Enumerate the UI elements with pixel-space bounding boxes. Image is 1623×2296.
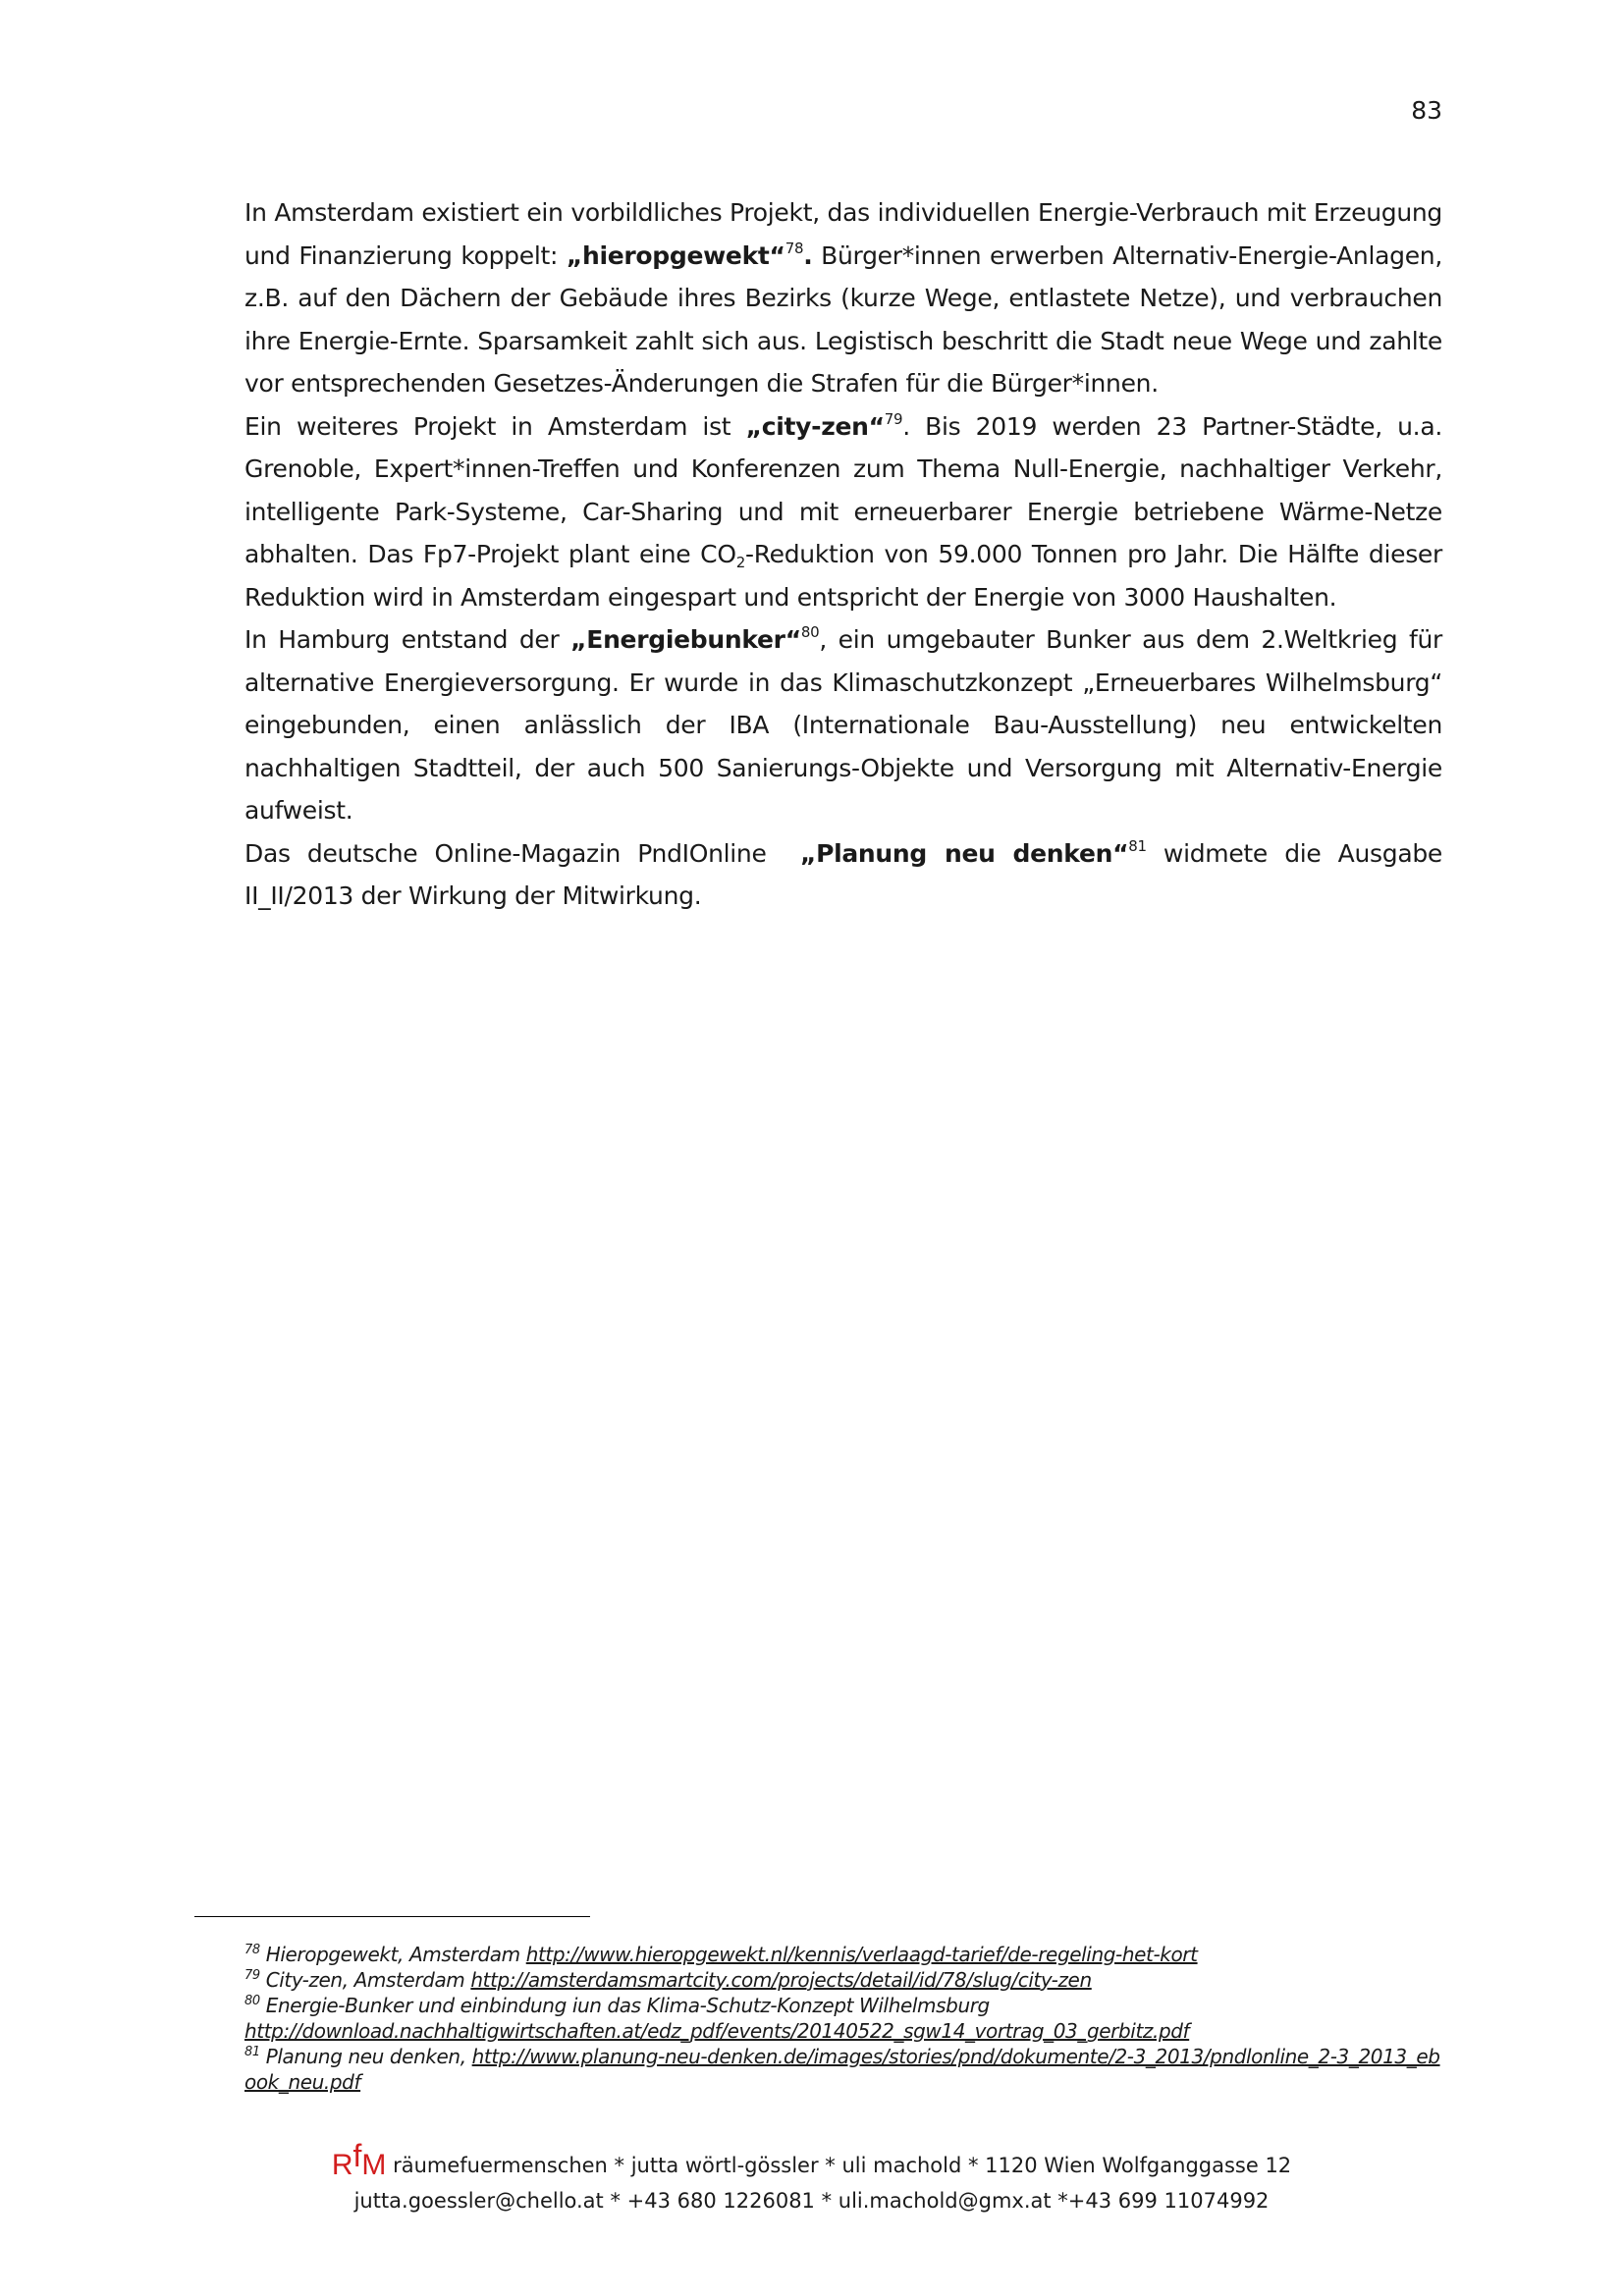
footnote-link-79[interactable]: http://amsterdamsmartcity.com/projects/detail/id/78/slug/city-zen (470, 1968, 1092, 1992)
footnote-81: $^{81}$ Planung neu denken, http://www.planung-neu-denken.de/images/stories/pnd/dokumente/2-3_2013/pndlonline_2-3_2013_ebook_neu.pdf (244, 2045, 1440, 2094)
footnote-link-81[interactable]: http://www.planung-neu-denken.de/images/stories/pnd/dokumente/2-3_2013/pndlonline_2-3_2013_ebook_neu.pdf (244, 2045, 1440, 2094)
footnote-ref-81[interactable]: 81 (1128, 836, 1147, 855)
footnote-80: $^{80}$ Energie-Bunker und einbindung iun das Klima-Schutz-Konzept Wilhelmsburg http://download.nachhaltigwirtschaften.at/edz_pdf/events/20140522_sgw14_vortrag_03_gerbitz.pdf (244, 1994, 1190, 2043)
body-text (244, 191, 1442, 918)
footnote-ref-78[interactable]: 78 (784, 239, 804, 257)
footnote-ref-80[interactable]: 80 (800, 623, 820, 641)
footnote-link-78[interactable]: http://www.hieropgewekt.nl/kennis/verlaagd-tarief/de-regeling-het-kort (525, 1943, 1198, 1966)
paragraph-city-zen: Ein weiteres Projekt in Amsterdam ist „city-zen“$^{79}$. Bis 2019 werden 23 Partner-Städte, u.a. Grenoble, Expert*innen-Treffen und Konferenzen zum Thema Null-Energie, nachhaltiger Verkehr, intelligente Park-Systeme, Car-Sharing und mit erneuerbarer Energie betriebene Wärme-Netze abhalten. Das Fp7-Projekt plant eine $CO_2$-Reduktion von 59.000 Tonnen pro Jahr. Die Hälfte dieser Reduktion wird in Amsterdam eingespart und entspricht der Energie von 3000 Haushalten. (244, 409, 1442, 612)
co2-subscript: 2 (735, 554, 745, 571)
footnotes (244, 1942, 1442, 2095)
term-energiebunker: „Energiebunker“ (570, 625, 801, 654)
term-planung-neu-denken: „Planung neu denken“ (799, 838, 1129, 868)
footer-contact: jutta.goessler@chello.at * +43 680 1226081 * uli.machold@gmx.at *+43 699 11074992 (353, 2189, 1270, 2213)
page-number: 83 (1411, 96, 1442, 125)
paragraph-energiebunker: In Hamburg entstand der „Energiebunker“$^{80}$, ein umgebauter Bunker aus dem 2.Weltkrieg für alternative Energieversorgung. Er wurde in das Klimaschutzkonzept „Erneuerbares Wilhelmsburg“ eingebunden, einen anlässlich der IBA (Internationale Bau-Ausstellung) neu entwickelten nachhaltigen Stadtteil, der auch 500 Sanierungs-Objekte und Versorgung mit Alternativ-Energie aufweist. (244, 623, 1442, 825)
footnote-ref-79[interactable]: 79 (884, 409, 903, 428)
footnote-link-80[interactable]: http://download.nachhaltigwirtschaften.at/edz_pdf/events/20140522_sgw14_vortrag_03_gerbitz.pdf (244, 2019, 1190, 2043)
footer-address (0, 2138, 1623, 2182)
footer-address-text: räumefuermenschen * jutta wörtl-gössler * uli machold * 1120 Wien Wolfganggasse 12 (386, 2154, 1292, 2177)
footnote-separator (194, 1916, 590, 1917)
term-hieropgewekt: „hieropgewekt“ (566, 240, 785, 270)
term-city-zen: „city-zen“ (745, 411, 885, 441)
footnote-78: $^{78}$ Hieropgewekt, Amsterdam http://www.hieropgewekt.nl/kennis/verlaagd-tarief/de-regeling-het-kort (244, 1943, 1198, 1966)
rfm-logo: RfM (331, 2138, 387, 2181)
paragraph-planung-neu-denken: Das deutsche Online-Magazin PndIOnline „Planung neu denken“$^{81}$ widmete die Ausgabe II_II/2013 der Wirkung der Mitwirkung. (244, 836, 1442, 910)
footnote-79: $^{79}$ City-zen, Amsterdam http://amsterdamsmartcity.com/projects/detail/id/78/slug/city-zen (244, 1968, 1092, 1992)
paragraph-hieropgewekt: In Amsterdam existiert ein vorbildliches Projekt, das individuellen Energie-Verbrauch mit Erzeugung und Finanzierung koppelt: „hieropgewekt“$^{78}$. Bürger*innen erwerben Alternativ-Energie-Anlagen, z.B. auf den Dächern der Gebäude ihres Bezirks (kurze Wege, entlastete Netze), und verbrauchen ihre Energie-Ernte. Sparsamkeit zahlt sich aus. Legistisch beschritt die Stadt neue Wege und zahlte vor entsprechenden Gesetzes-Änderungen die Strafen für die Bürger*innen. (244, 198, 1442, 398)
